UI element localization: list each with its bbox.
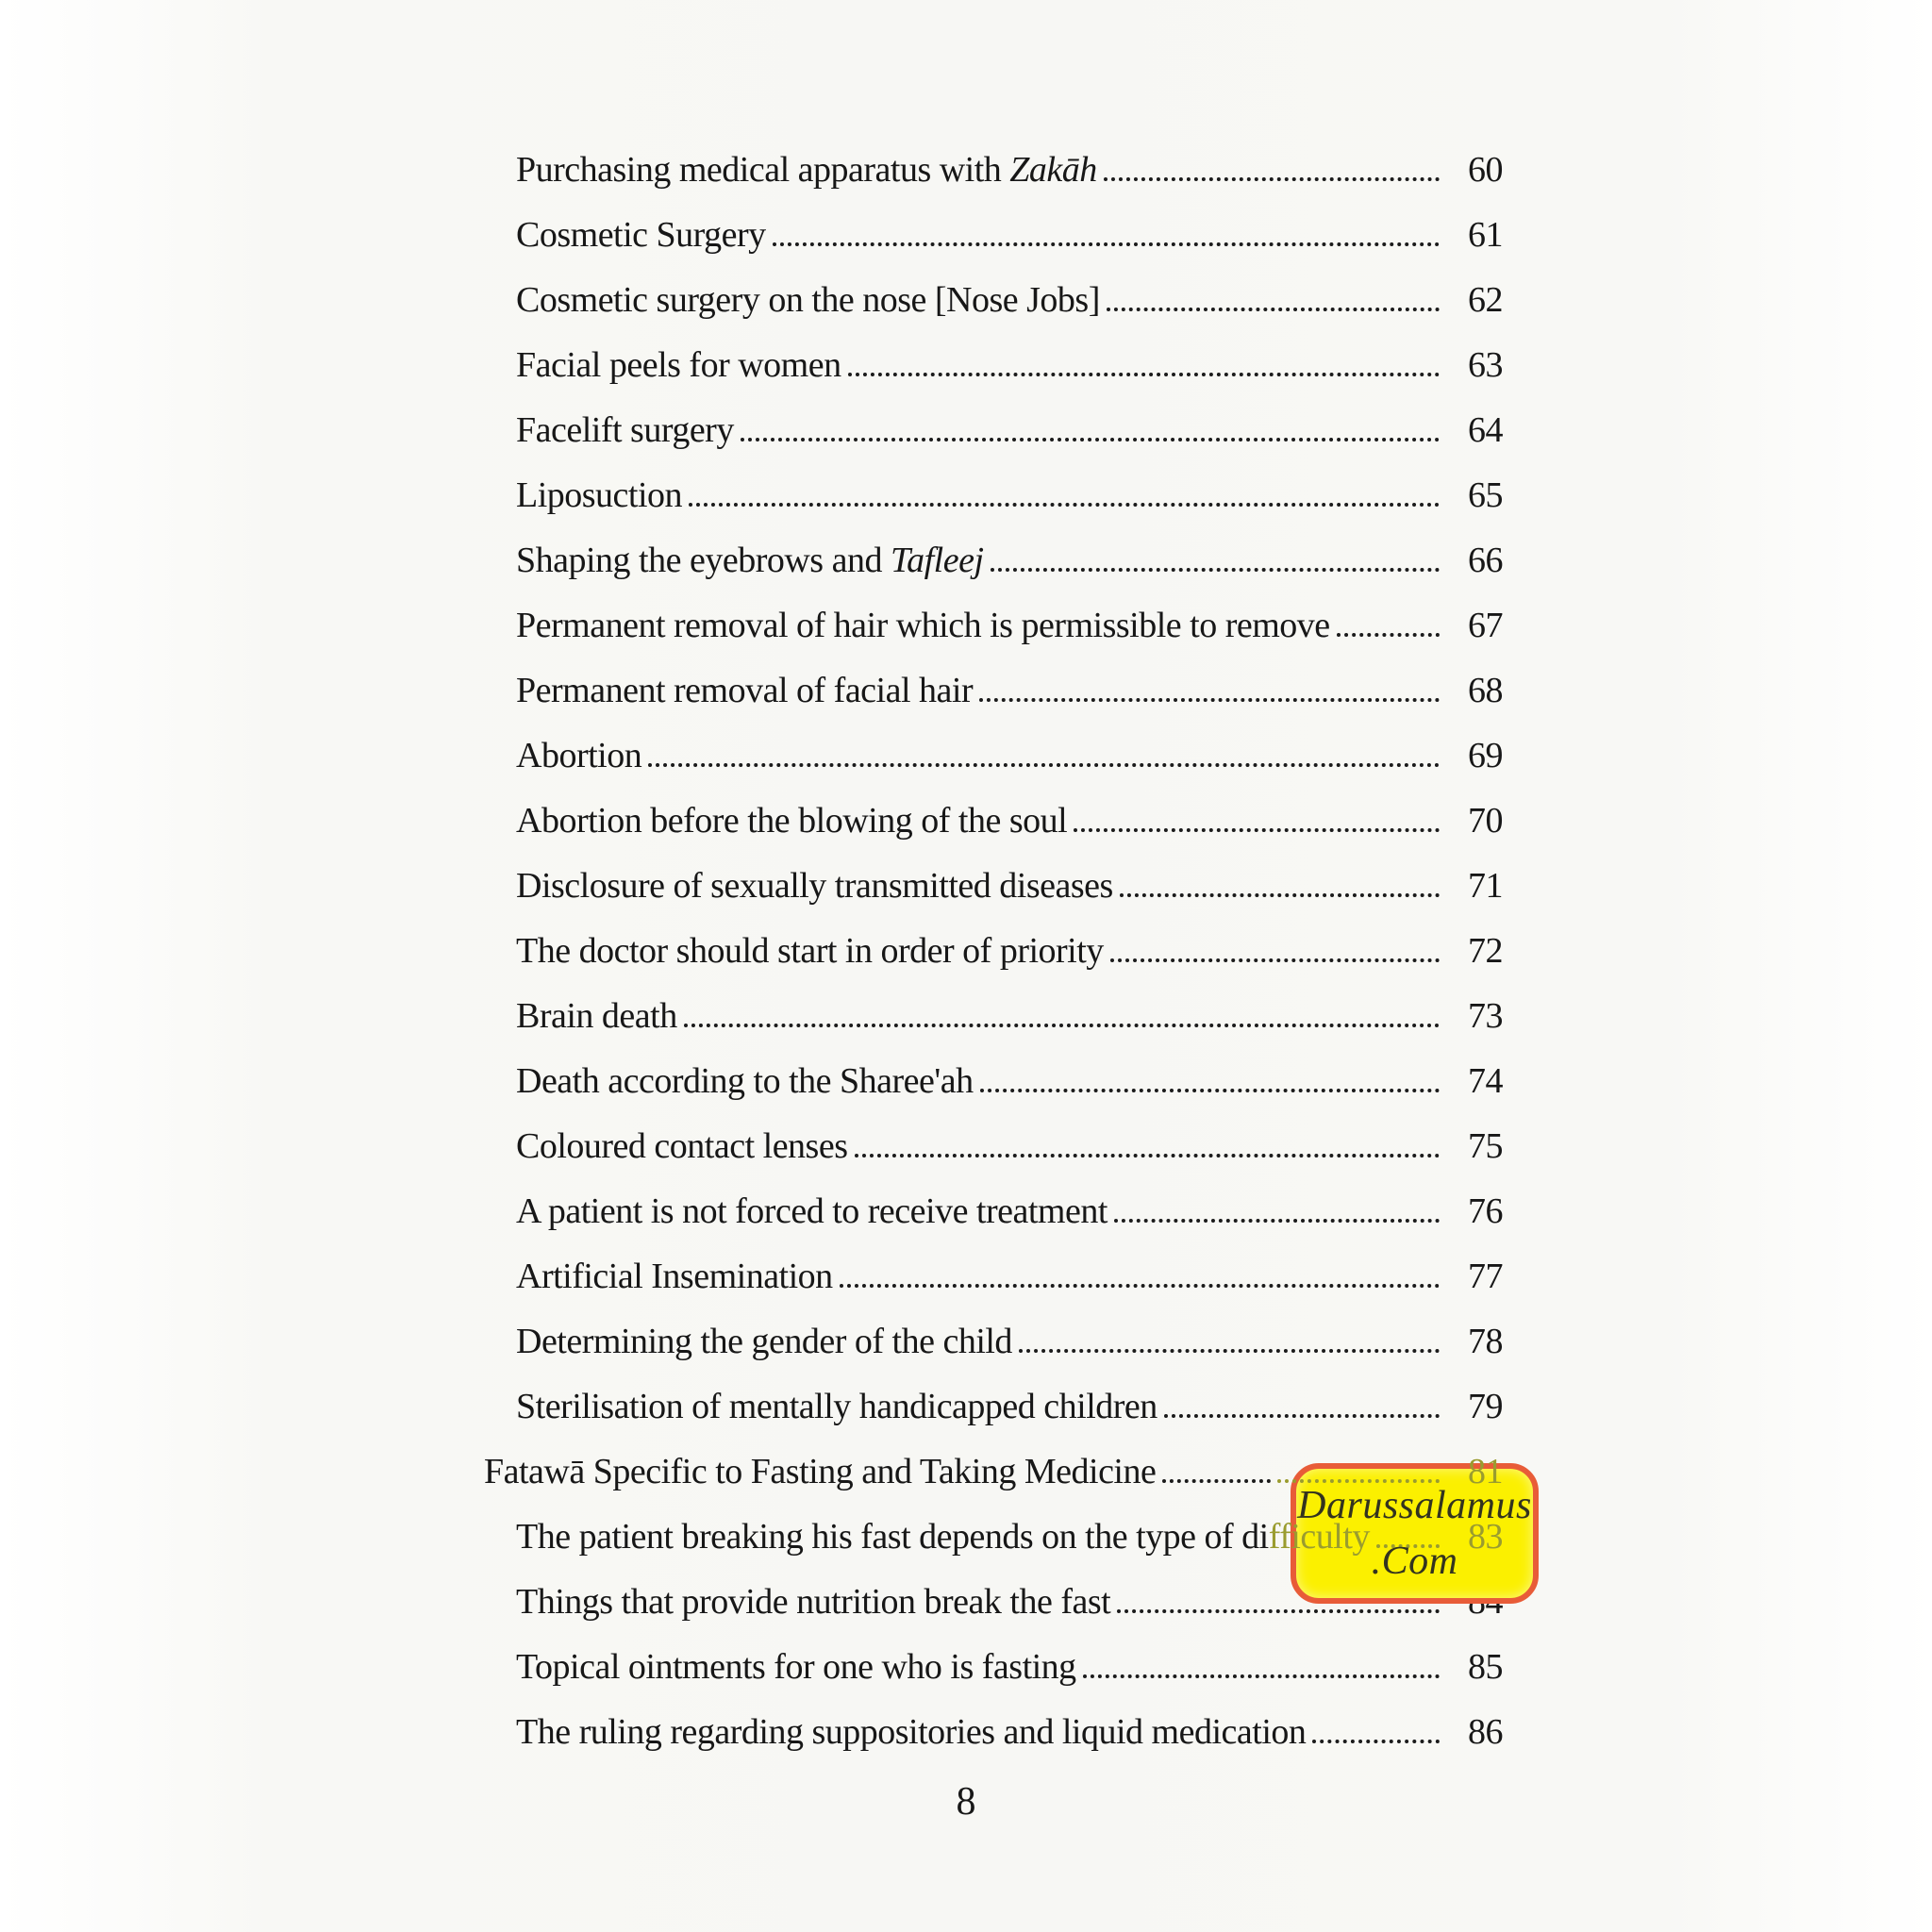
toc-entry	[484, 149, 1503, 214]
toc-leader-dots-showthrough	[1277, 1479, 1440, 1483]
toc-entry-title: Artificial Insemination	[516, 1257, 833, 1296]
toc-page-number: 69	[1468, 736, 1503, 775]
toc-entry	[484, 214, 1503, 279]
toc-entry	[484, 1451, 1503, 1516]
toc-entry	[484, 995, 1503, 1060]
toc-leader-dots	[1104, 177, 1440, 181]
toc-entry-title: Shaping the eyebrows and Tafleej	[516, 541, 984, 580]
toc-entry-title: Determining the gender of the child	[516, 1322, 1012, 1361]
toc-entry-title: Purchasing medical apparatus with Zakāh	[516, 150, 1097, 190]
toc-page-number: 81	[1468, 1452, 1503, 1491]
toc-leader-dots	[1120, 893, 1440, 897]
toc-entry	[484, 1711, 1503, 1776]
toc-leader-dots	[689, 503, 1440, 507]
toc-leader-dots	[980, 1089, 1440, 1092]
toc-leader-dots	[1376, 1544, 1440, 1548]
toc-page-number: 76	[1468, 1191, 1503, 1231]
toc-entry	[484, 1125, 1503, 1191]
toc-page-number: 79	[1468, 1387, 1503, 1426]
toc-page-number: 61	[1468, 215, 1503, 255]
toc-entry-title: The ruling regarding suppositories and liquid medication	[516, 1712, 1307, 1752]
toc-entry-title: Permanent removal of hair which is permissible to remove	[516, 606, 1330, 645]
toc-page-number: 74	[1468, 1061, 1503, 1101]
toc-entry-title: Brain death	[516, 996, 677, 1036]
toc-entry	[484, 279, 1503, 344]
toc-page-number: 78	[1468, 1322, 1503, 1361]
toc-entry	[484, 475, 1503, 540]
page-number: 8	[956, 1780, 976, 1824]
toc-entry-title: Things that provide nutrition break the fast	[516, 1582, 1111, 1622]
toc-page-number: 75	[1468, 1126, 1503, 1166]
toc-entry-title: The patient breaking his fast depends on the type of difficulty	[516, 1517, 1370, 1557]
toc-leader-dots	[1074, 828, 1440, 832]
toc-entry-title: Fatawā Specific to Fasting and Taking Medicine	[484, 1452, 1157, 1491]
toc-entry-title: Disclosure of sexually transmitted diseases	[516, 866, 1113, 906]
toc-entry	[484, 1646, 1503, 1711]
toc-page-number: 66	[1468, 541, 1503, 580]
toc-leader-dots	[1107, 308, 1440, 311]
toc-entry-title: Sterilisation of mentally handicapped children	[516, 1387, 1158, 1426]
toc-leader-dots	[1337, 633, 1440, 637]
toc-leader-dots	[1164, 1414, 1440, 1418]
toc-page-number: 77	[1468, 1257, 1503, 1296]
toc-leader-dots	[741, 438, 1440, 441]
watermark-line2: .Com	[1371, 1539, 1458, 1583]
toc-entry	[484, 1321, 1503, 1386]
toc-entry	[484, 1060, 1503, 1125]
toc-page-number: 72	[1468, 931, 1503, 971]
toc-entry	[484, 865, 1503, 930]
toc-entry	[484, 605, 1503, 670]
toc-leader-dots	[1114, 1219, 1440, 1223]
toc-page-number: 86	[1468, 1712, 1503, 1752]
toc-leader-dots	[1162, 1479, 1271, 1483]
toc-page-number: 68	[1468, 671, 1503, 710]
watermark-line1: Darussalamus	[1297, 1483, 1532, 1527]
toc-page-number: 85	[1468, 1647, 1503, 1687]
toc-entry-title: Death according to the Sharee'ah	[516, 1061, 974, 1101]
toc-entry	[484, 540, 1503, 605]
toc-entry	[484, 1191, 1503, 1256]
toc-entry-title-showthrough: fficulty	[1268, 1517, 1370, 1557]
toc-leader-dots	[648, 763, 1440, 767]
toc-leader-dots	[991, 568, 1440, 572]
table-of-contents	[484, 149, 1503, 1776]
toc-entry-title: Topical ointments for one who is fasting	[516, 1647, 1076, 1687]
toc-entry	[484, 1386, 1503, 1451]
toc-entry-title: Facial peels for women	[516, 345, 841, 385]
toc-page-number: 62	[1468, 280, 1503, 320]
toc-entry	[484, 1516, 1503, 1581]
toc-entry-title: The doctor should start in order of priority	[516, 931, 1104, 971]
toc-leader-dots	[979, 698, 1440, 702]
toc-page-number: 60	[1468, 150, 1503, 190]
toc-leader-dots	[848, 373, 1440, 376]
toc-leader-dots	[1117, 1609, 1440, 1613]
toc-leader-dots	[1083, 1674, 1440, 1678]
toc-entry-title: Permanent removal of facial hair	[516, 671, 974, 710]
toc-entry-title: Abortion before the blowing of the soul	[516, 801, 1068, 841]
toc-page-number: 70	[1468, 801, 1503, 841]
toc-entry	[484, 670, 1503, 735]
toc-page-number: 65	[1468, 475, 1503, 515]
toc-entry	[484, 409, 1503, 475]
toc-leader-dots	[773, 242, 1440, 246]
toc-leader-dots	[1110, 958, 1440, 962]
toc-entry	[484, 930, 1503, 995]
toc-page-number: 63	[1468, 345, 1503, 385]
toc-entry-title: A patient is not forced to receive treatment	[516, 1191, 1108, 1231]
toc-entry-title: Abortion	[516, 736, 642, 775]
toc-entry-title: Facelift surgery	[516, 410, 734, 450]
toc-leader-dots	[1019, 1349, 1440, 1353]
toc-page-number: 71	[1468, 866, 1503, 906]
toc-page-number: 67	[1468, 606, 1503, 645]
toc-entry-title: Coloured contact lenses	[516, 1126, 848, 1166]
toc-page-number: 64	[1468, 410, 1503, 450]
toc-entry-title: Cosmetic surgery on the nose [Nose Jobs]	[516, 280, 1100, 320]
toc-leader-dots	[840, 1284, 1440, 1288]
toc-entry-title: Cosmetic Surgery	[516, 215, 766, 255]
toc-entry	[484, 1256, 1503, 1321]
toc-entry	[484, 800, 1503, 865]
toc-entry-title: Liposuction	[516, 475, 683, 515]
toc-page-number: 83	[1468, 1517, 1503, 1557]
toc-leader-dots	[855, 1154, 1440, 1158]
toc-page-number: 73	[1468, 996, 1503, 1036]
toc-leader-dots	[684, 1024, 1440, 1027]
toc-entry	[484, 344, 1503, 409]
toc-entry	[484, 735, 1503, 800]
toc-leader-dots	[1312, 1740, 1440, 1743]
